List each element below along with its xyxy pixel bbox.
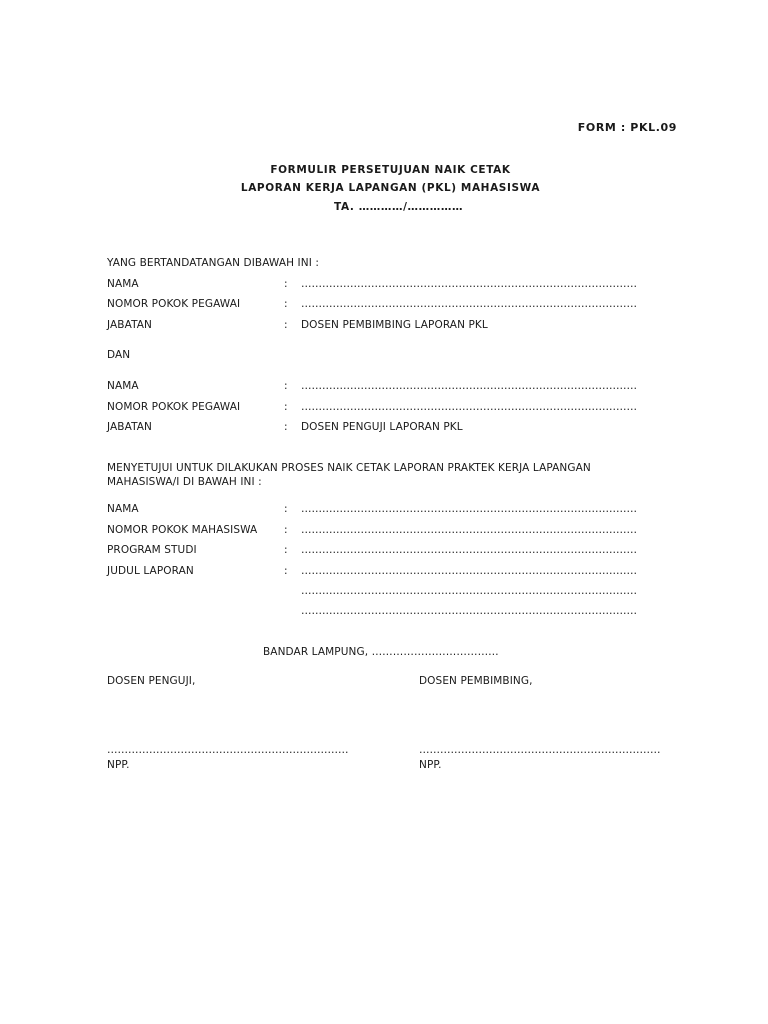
signature-line-pembimbing[interactable]: …………………………………………………………… [419, 744, 661, 756]
signatory-intro: YANG BERTANDATANGAN DIBAWAH INI : [107, 257, 319, 269]
field-value-jabatan-1: DOSEN PEMBIMBING LAPORAN PKL [301, 319, 488, 331]
field-value-judul-continuation-1[interactable]: …………………………………………………………………………………… [301, 585, 637, 597]
field-colon: : [284, 380, 288, 392]
field-value-nama-2[interactable]: …………………………………………………………………………………… [301, 380, 637, 392]
field-value-jabatan-2: DOSEN PENGUJI LAPORAN PKL [301, 421, 463, 433]
conjunction-dan: DAN [107, 349, 131, 361]
place-date: BANDAR LAMPUNG, ……………………………… [263, 646, 499, 658]
field-label-nama-mahasiswa: NAMA [107, 503, 139, 515]
field-colon: : [284, 565, 288, 577]
field-value-nama-1[interactable]: …………………………………………………………………………………… [301, 278, 637, 290]
field-colon: : [284, 278, 288, 290]
academic-year: TA. …………/…………… [334, 201, 464, 213]
field-label-nama-1: NAMA [107, 278, 139, 290]
signature-line-penguji[interactable]: …………………………………………………………… [107, 744, 349, 756]
field-colon: : [284, 298, 288, 310]
field-value-npp-2[interactable]: …………………………………………………………………………………… [301, 401, 637, 413]
form-code: FORM : PKL.09 [577, 121, 677, 134]
field-colon: : [284, 319, 288, 331]
field-colon: : [284, 544, 288, 556]
signature-role-pembimbing: DOSEN PEMBIMBING, [419, 675, 533, 687]
field-colon: : [284, 524, 288, 536]
field-value-judul-continuation-2[interactable]: …………………………………………………………………………………… [301, 605, 637, 617]
field-value-judul-laporan[interactable]: …………………………………………………………………………………… [301, 565, 637, 577]
field-label-jabatan-2: JABATAN [107, 421, 153, 433]
form-title-line-2: LAPORAN KERJA LAPANGAN (PKL) MAHASISWA [240, 182, 541, 194]
approval-statement-line-2: MAHASISWA/I DI BAWAH INI : [107, 476, 262, 488]
field-value-program-studi[interactable]: …………………………………………………………………………………… [301, 544, 637, 556]
field-colon: : [284, 503, 288, 515]
field-label-npp-2: NOMOR POKOK PEGAWAI [107, 401, 241, 413]
field-colon: : [284, 401, 288, 413]
field-label-jabatan-1: JABATAN [107, 319, 153, 331]
approval-statement-line-1: MENYETUJUI UNTUK DILAKUKAN PROSES NAIK CETAK LAPORAN PRAKTEK KERJA LAPANGAN [107, 462, 591, 474]
npp-label-penguji: NPP. [107, 759, 130, 771]
signature-role-penguji: DOSEN PENGUJI, [107, 675, 196, 687]
form-title-line-1: FORMULIR PERSETUJUAN NAIK CETAK [270, 164, 511, 176]
field-value-nama-mahasiswa[interactable]: …………………………………………………………………………………… [301, 503, 637, 515]
field-label-npp-1: NOMOR POKOK PEGAWAI [107, 298, 241, 310]
field-value-npp-1[interactable]: …………………………………………………………………………………… [301, 298, 637, 310]
field-label-npm: NOMOR POKOK MAHASISWA [107, 524, 258, 536]
field-colon: : [284, 421, 288, 433]
field-label-nama-2: NAMA [107, 380, 139, 392]
field-value-npm[interactable]: …………………………………………………………………………………… [301, 524, 637, 536]
npp-label-pembimbing: NPP. [419, 759, 442, 771]
field-label-judul-laporan: JUDUL LAPORAN [107, 565, 194, 577]
field-label-program-studi: PROGRAM STUDI [107, 544, 197, 556]
